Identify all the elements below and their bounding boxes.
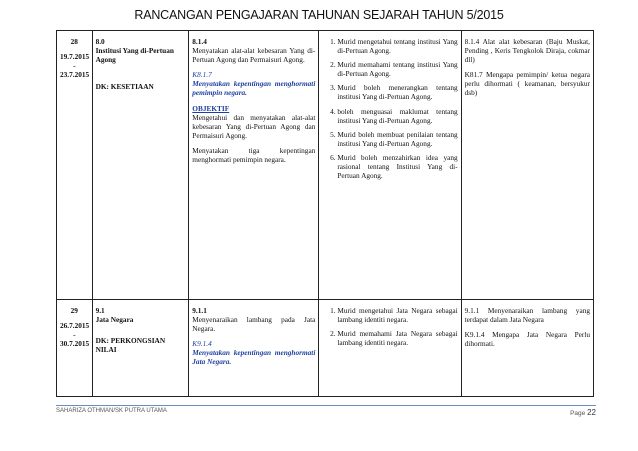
objective-title: OBJEKTIF <box>192 103 230 113</box>
week-number: 29 <box>70 306 78 315</box>
notes-cell <box>461 300 593 397</box>
footer-author: SAHARIZA OTHMAN/SK PUTRA UTAMA <box>56 408 167 414</box>
list-item: 3. Murid boleh menerangkan tentang institusi Yang di-Pertuan Agong. <box>337 83 457 101</box>
outcomes-cell <box>319 300 461 397</box>
note-text: K9.1.4 Mengapa Jata Negara Perlu dihormati. <box>464 330 590 349</box>
week-cell <box>57 300 93 397</box>
list-item: 2. Murid memahami tentang institusi Yang di-Pertuan Agong. <box>337 60 457 78</box>
table-row <box>57 31 594 300</box>
date-sep: - <box>73 61 76 71</box>
k-text: Menyatakan kepentingan menghormati Jata Negara. <box>192 348 316 367</box>
page-indicator <box>570 408 596 417</box>
k-text: Menyatakan kepentingan menghormati pemimpin negara. <box>192 79 316 98</box>
list-item: 5. Murid boleh membuat penilaian tentang institusi Yang di-Pertuan Agong. <box>337 130 457 148</box>
date-end: 30.7.2015 <box>60 339 90 349</box>
outcomes-list <box>322 37 457 180</box>
theme-label: DK: KESETIAAN <box>95 82 154 92</box>
k-code: K9.1.4 <box>192 339 212 349</box>
outcomes-list <box>322 306 457 347</box>
note-text: 9.1.1 Menyenaraikan lambang yang terdapat dalam Jata Negara <box>464 306 590 325</box>
k-code: K8.1.7 <box>192 70 212 80</box>
topic-title: Jata Negara <box>95 315 134 325</box>
note-text: K81.7 Mengapa pemimpin/ ketua negara perlu dihormati ( keamanan, bersyukur dsb) <box>464 70 590 98</box>
standard-code: 9.1.1 <box>192 306 207 315</box>
outcomes-cell <box>319 31 461 300</box>
standard-code: 8.1.4 <box>192 37 207 46</box>
date-start: 19.7.2015 <box>60 52 90 62</box>
list-item: 4. boleh menguasai maklumat tentang institusi Yang di-Pertuan Agong. <box>337 107 457 125</box>
topic-cell <box>92 300 189 397</box>
page-label: Page <box>570 410 586 417</box>
objective-text: Mengetahui dan menyatakan alat-alat kebesaran Yang di-Pertuan Agong dan Permaisuri Agong. <box>192 112 316 140</box>
date-start: 26.7.2015 <box>60 321 90 331</box>
page-title: RANCANGAN PENGAJARAN TAHUNAN SEJARAH TAHUN 5/2015 <box>134 8 504 22</box>
topic-cell <box>92 31 189 300</box>
topic-code: 8.0 <box>95 37 105 46</box>
week-cell <box>57 31 93 300</box>
table-row <box>57 300 594 397</box>
lesson-plan-table <box>56 30 594 397</box>
notes-cell <box>461 31 593 300</box>
week-number: 28 <box>70 37 78 46</box>
list-item: 6. Murid boleh menzahirkan idea yang rasional tentang Institusi Yang di-Pertuan Agong. <box>337 153 457 180</box>
date-sep: - <box>73 330 76 340</box>
page-number: 22 <box>587 408 596 417</box>
topic-title: Institusi Yang di-Pertuan Agong <box>95 46 174 65</box>
standard-text: Menyatakan alat-alat kebesaran Yang di-Pertuan Agong dan Permaisuri Agong. <box>192 46 316 65</box>
list-item: 1. Murid mengetahui Jata Negara sebagai lambang identiti negara. <box>337 306 457 324</box>
standard-text: Menyenaraikan lambang pada Jata Negara. <box>192 315 316 334</box>
objective-text-2: Menyatakan tiga kepentingan menghormati pemimpin negara. <box>192 145 316 165</box>
list-item: 1. Murid mengetahui tentang institusi Yang di-Pertuan Agong. <box>337 37 457 55</box>
note-text: 8.1.4 Alat alat kebesaran (Baju Muskat, Pending , Keris Tengkolok Diraja, cokmar dll) <box>464 37 590 65</box>
page-footer <box>56 405 596 417</box>
list-item: 2. Murid memahami Jata Negara sebagai lambang identiti negara. <box>337 329 457 347</box>
standard-cell <box>189 300 319 397</box>
topic-code: 9.1 <box>95 306 105 315</box>
theme-label: DK: PERKONGSIAN NILAI <box>95 336 166 355</box>
date-end: 23.7.2015 <box>60 70 90 80</box>
standard-cell <box>189 31 319 300</box>
